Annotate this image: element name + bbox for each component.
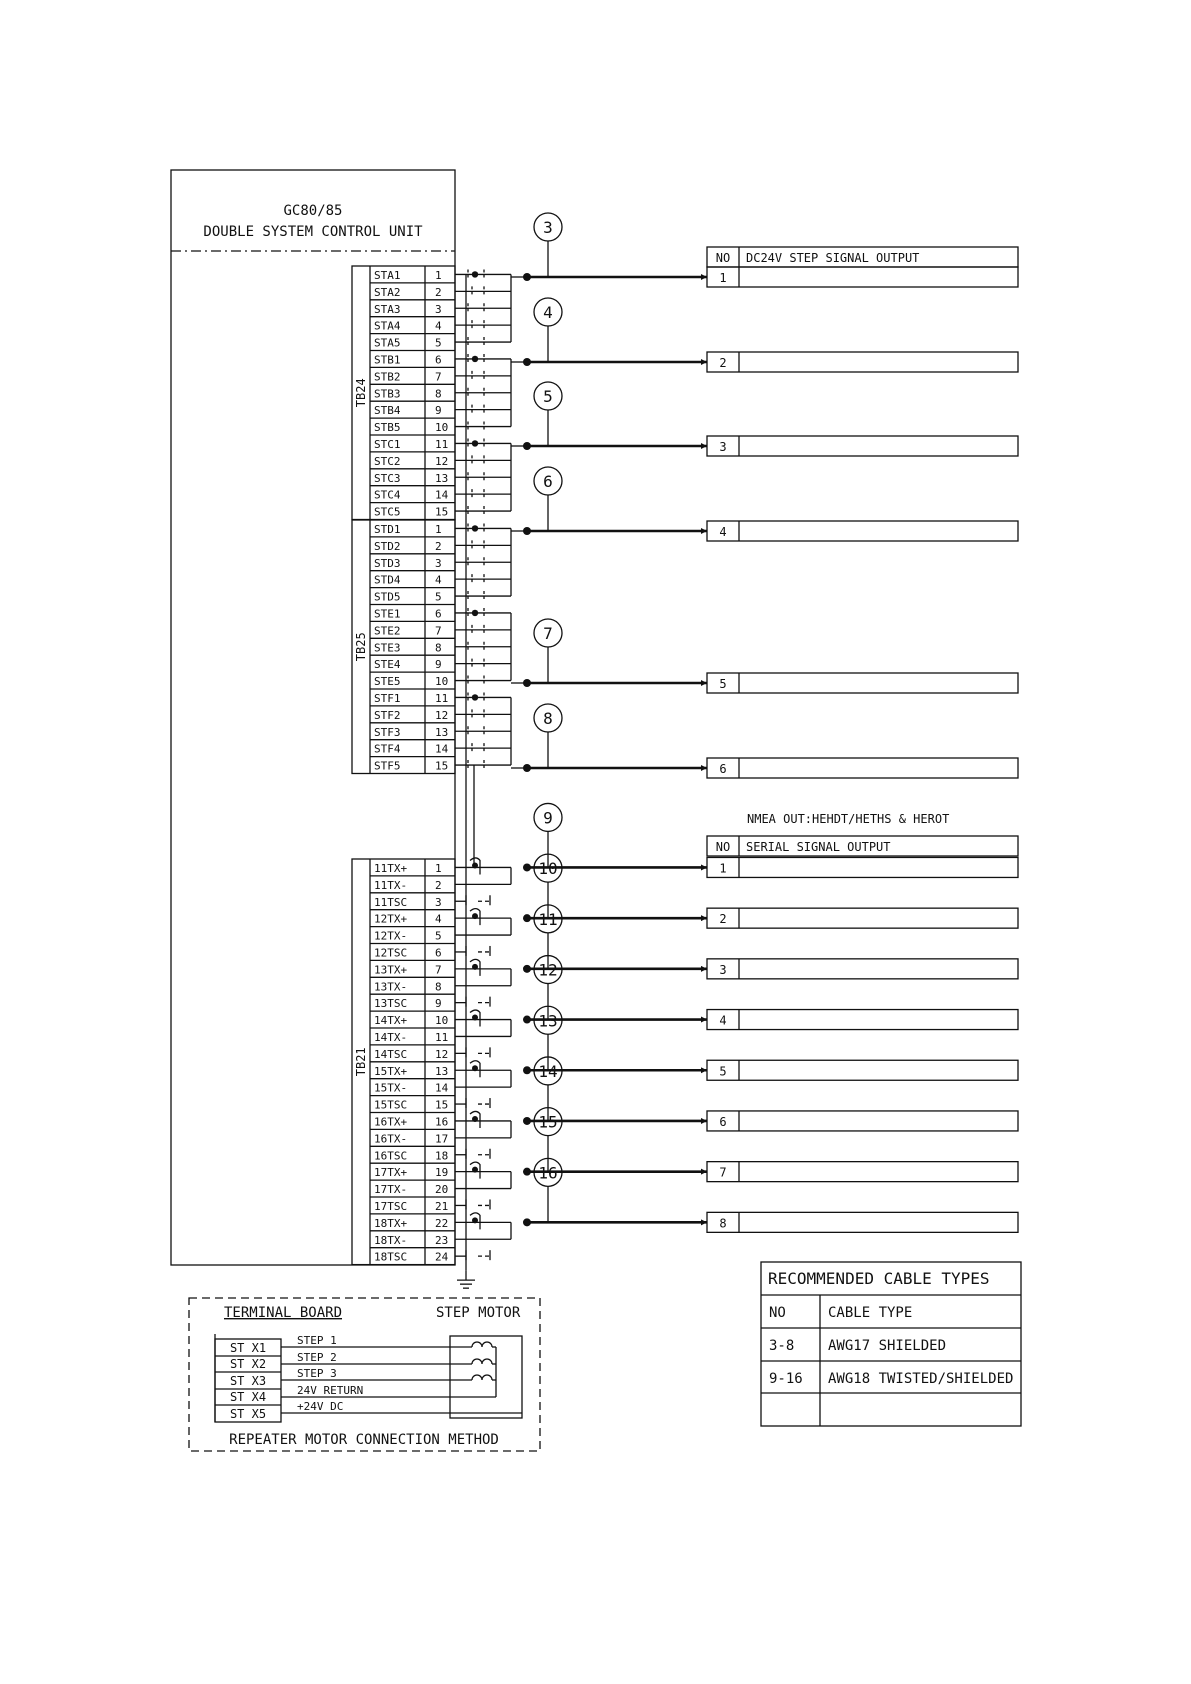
terminal-pin-number: 7 (435, 963, 442, 977)
terminal-pin-number: 2 (435, 539, 442, 553)
terminal-pin-number: 17 (435, 1132, 449, 1146)
serial-output-caption: NMEA OUT:HEHDT/HETHS & HEROT (747, 812, 950, 826)
terminal-signal-label: STD3 (374, 556, 401, 570)
serial-wire-group (455, 959, 511, 1006)
cable-table-row-type: AWG17 SHIELDED (828, 1338, 947, 1354)
terminal-signal-label: STF3 (374, 725, 401, 739)
shield-junction-dot (472, 610, 478, 616)
shield-junction-dot (472, 271, 478, 277)
cable-table-row-no: 9-16 (769, 1371, 803, 1387)
terminal-signal-label: 15TX- (374, 1081, 408, 1095)
motor-wire-label: +24V DC (297, 1400, 344, 1413)
cable-marker-number: 14 (538, 1061, 558, 1081)
terminal-signal-label: STC4 (374, 488, 401, 502)
output-blocks (523, 213, 1018, 1232)
terminal-pin-number: 5 (435, 590, 442, 604)
terminal-signal-label: STB3 (374, 387, 401, 401)
terminal-pin-number: 4 (435, 319, 442, 333)
shield-junction-dot (472, 440, 478, 446)
junction-dot (523, 1218, 531, 1226)
terminal-pin-number: 7 (435, 624, 442, 638)
terminal-signal-label: STD2 (374, 539, 401, 553)
cable-marker-number: 7 (543, 624, 553, 643)
unit-model: GC80/85 (283, 203, 343, 219)
terminal-signal-label: STC3 (374, 471, 401, 485)
terminal-board-tb25 (352, 520, 455, 774)
terminal-signal-label: STF4 (374, 742, 401, 756)
terminal-pin-number: 10 (435, 1014, 449, 1028)
cable-marker-number: 4 (543, 303, 553, 322)
unit-name: DOUBLE SYSTEM CONTROL UNIT (203, 224, 423, 240)
terminal-pin-number: 12 (435, 454, 449, 468)
serial-output-title: SERIAL SIGNAL OUTPUT (746, 840, 891, 854)
terminal-signal-label: STE5 (374, 675, 401, 689)
terminal-signal-label: 11TX- (374, 878, 408, 892)
step-output-title: DC24V STEP SIGNAL OUTPUT (746, 251, 920, 265)
terminal-signal-label: STA4 (374, 319, 401, 333)
junction-dot (523, 358, 531, 366)
terminal-signal-label: STD5 (374, 590, 401, 604)
junction-dot (523, 764, 531, 772)
terminal-signal-label: STC1 (374, 438, 401, 451)
serial-output-row (523, 905, 1018, 979)
terminal-signal-label: STE3 (374, 641, 401, 655)
terminal-signal-label: 17TX- (374, 1183, 408, 1197)
output-row-number: 6 (719, 1114, 727, 1129)
terminal-pin-number: 24 (435, 1250, 449, 1264)
terminal-signal-label: 11TSC (374, 895, 408, 909)
output-row-number: 2 (719, 912, 727, 927)
serial-wire-group (455, 1162, 511, 1209)
terminal-signal-label: STB4 (374, 404, 401, 418)
motor-terminal-label: ST X4 (229, 1390, 267, 1404)
terminal-pin-number: 15 (435, 759, 449, 773)
shield-junction-dot (472, 913, 478, 919)
terminal-pin-number: 4 (435, 573, 442, 587)
step-output-row (523, 619, 1018, 693)
terminal-pin-number: 6 (435, 946, 442, 960)
terminal-board-tb21 (352, 859, 455, 1265)
terminal-pin-number: 12 (435, 1047, 449, 1061)
motor-wire-label: STEP 3 (297, 1367, 337, 1380)
junction-dot (523, 1066, 531, 1074)
junction-dot (523, 863, 531, 871)
terminal-pin-number: 19 (435, 1166, 449, 1180)
terminal-signal-label: 13TX- (374, 980, 408, 994)
wiring (455, 269, 527, 1288)
output-row-number: 3 (719, 440, 727, 454)
junction-dot (523, 914, 531, 922)
serial-output-row (523, 956, 1018, 1030)
terminal-pin-number: 20 (435, 1183, 449, 1197)
cable-marker-number: 10 (538, 859, 558, 879)
terminal-pin-number: 11 (435, 1031, 449, 1044)
terminal-signal-label: STD4 (374, 573, 401, 587)
shield-junction-dot (472, 1217, 478, 1223)
terminal-signal-label: 16TX- (374, 1132, 408, 1146)
terminal-pin-number: 16 (435, 1115, 449, 1129)
terminal-pin-number: 15 (435, 1098, 449, 1112)
motor-terminal-label: ST X2 (229, 1357, 267, 1371)
terminal-pin-number: 2 (435, 285, 442, 299)
step-output-row (523, 213, 1018, 287)
shield-junction-dot (472, 1065, 478, 1071)
motor-connection-caption: REPEATER MOTOR CONNECTION METHOD (229, 1432, 499, 1448)
junction-dot (523, 442, 531, 450)
terminal-pin-number: 5 (435, 929, 442, 943)
terminal-pin-number: 3 (435, 895, 442, 909)
terminal-pin-number: 10 (435, 421, 449, 435)
output-row-number: 4 (719, 1013, 727, 1028)
cable-marker-number: 12 (538, 960, 558, 980)
output-row-number: 8 (719, 1216, 727, 1231)
terminal-pin-number: 3 (435, 302, 442, 316)
terminal-pin-number: 11 (435, 438, 449, 451)
board-label: TB25 (354, 632, 368, 662)
motor-terminal-label: ST X5 (229, 1407, 267, 1421)
terminal-pin-number: 9 (435, 404, 442, 418)
terminal-signal-label: STA1 (374, 269, 401, 282)
terminal-pin-number: 3 (435, 556, 442, 570)
terminal-signal-label: 12TX- (374, 929, 408, 943)
terminal-signal-label: 14TX- (374, 1031, 408, 1044)
shield-junction-dot (472, 964, 478, 970)
terminal-pin-number: 4 (435, 912, 442, 926)
repeater-motor-connection (189, 1298, 540, 1451)
terminal-pin-number: 6 (435, 607, 442, 621)
terminal-signal-label: 18TX+ (374, 1216, 408, 1230)
terminal-signal-label: 12TSC (374, 946, 408, 960)
terminal-signal-label: 15TX+ (374, 1064, 408, 1078)
cable-table-header-type: CABLE TYPE (828, 1305, 913, 1321)
terminal-signal-label: STB5 (374, 421, 401, 435)
shield-junction-dot (472, 1015, 478, 1021)
terminal-signal-label: 13TX+ (374, 963, 408, 977)
terminal-pin-number: 23 (435, 1233, 449, 1247)
cable-marker-number: 16 (538, 1163, 558, 1183)
output-row-number: 1 (719, 271, 727, 285)
terminal-pin-number: 11 (435, 692, 449, 705)
terminal-signal-label: 15TSC (374, 1098, 408, 1112)
cable-marker-number: 8 (543, 709, 553, 728)
terminal-pin-number: 14 (435, 1081, 449, 1095)
motor-terminal-label: ST X3 (229, 1374, 267, 1388)
cable-table-title: RECOMMENDED CABLE TYPES (768, 1269, 990, 1288)
terminal-signal-label: STB1 (374, 353, 401, 367)
terminal-signal-label: 18TX- (374, 1233, 408, 1247)
terminal-pin-number: 1 (435, 269, 442, 282)
shield-junction-dot (472, 1167, 478, 1173)
terminal-pin-number: 18 (435, 1149, 449, 1163)
serial-output-row (523, 1006, 1018, 1080)
serial-wire-group (455, 1111, 511, 1158)
serial-output-row (523, 1057, 1018, 1131)
terminal-pin-number: 10 (435, 675, 449, 689)
serial-output-no-header: NO (715, 840, 731, 854)
terminal-pin-number: 13 (435, 725, 449, 739)
motor-coil-icon (450, 1342, 496, 1397)
serial-wire-group (455, 1061, 511, 1108)
cable-marker-number: 6 (543, 472, 553, 491)
junction-dot (523, 965, 531, 973)
serial-output-row (523, 1108, 1018, 1182)
output-row-number: 5 (719, 677, 727, 691)
terminal-pin-number: 15 (435, 505, 449, 519)
step-output-row (523, 382, 1018, 456)
terminal-pin-number: 13 (435, 1064, 449, 1078)
motor-wire-label: STEP 2 (297, 1351, 337, 1364)
step-output-row (523, 704, 1018, 778)
terminal-board-tb24 (352, 266, 455, 520)
junction-dot (523, 1117, 531, 1125)
terminal-signal-label: 18TSC (374, 1250, 408, 1264)
terminal-signal-label: 14TSC (374, 1047, 408, 1061)
terminal-signal-label: 17TX+ (374, 1166, 408, 1180)
terminal-signal-label: 12TX+ (374, 912, 408, 926)
terminal-signal-label: STA2 (374, 285, 401, 299)
terminal-pin-number: 12 (435, 708, 449, 722)
output-row-number: 5 (719, 1064, 727, 1079)
serial-wire-group (455, 858, 511, 905)
terminal-signal-label: 16TSC (374, 1149, 408, 1163)
terminal-pin-number: 9 (435, 997, 442, 1011)
cable-marker-number: 5 (543, 387, 553, 406)
shield-junction-dot (472, 1116, 478, 1122)
terminal-pin-number: 8 (435, 980, 442, 994)
cable-marker-number: 9 (543, 808, 553, 828)
ground-icon (457, 1270, 475, 1288)
terminal-pin-number: 22 (435, 1216, 449, 1230)
step-output-no-header: NO (715, 251, 731, 265)
terminal-signal-label: STC2 (374, 454, 401, 468)
terminal-signal-label: STC5 (374, 505, 401, 519)
terminal-signal-label: 16TX+ (374, 1115, 408, 1129)
junction-dot (523, 527, 531, 535)
shield-junction-dot (472, 862, 478, 868)
output-row-number: 7 (719, 1165, 727, 1180)
terminal-signal-label: STD1 (374, 523, 401, 536)
motor-terminal-label: ST X1 (229, 1341, 267, 1355)
serial-wire-group (455, 909, 511, 956)
cable-table-row-type: AWG18 TWISTED/SHIELDED (828, 1371, 1014, 1387)
junction-dot (523, 679, 531, 687)
terminal-signal-label: STE1 (374, 607, 401, 621)
shield-junction-dot (472, 694, 478, 700)
terminal-boards (352, 266, 455, 1265)
terminal-signal-label: STF5 (374, 759, 401, 773)
terminal-board-label: TERMINAL BOARD (224, 1305, 343, 1321)
terminal-pin-number: 8 (435, 387, 442, 401)
motor-wire-label: STEP 1 (297, 1334, 337, 1347)
cable-types-table (761, 1262, 1021, 1426)
terminal-pin-number: 6 (435, 353, 442, 367)
shield-junction-dot (472, 356, 478, 362)
terminal-signal-label: STF2 (374, 708, 401, 722)
terminal-signal-label: STB2 (374, 370, 401, 384)
terminal-signal-label: 11TX+ (374, 862, 408, 875)
step-output-row (523, 298, 1018, 372)
motor-wire-label: 24V RETURN (297, 1384, 364, 1397)
terminal-signal-label: 17TSC (374, 1200, 408, 1213)
terminal-pin-number: 1 (435, 523, 442, 536)
junction-dot (523, 273, 531, 281)
step-motor-label: STEP MOTOR (436, 1305, 521, 1321)
terminal-pin-number: 14 (435, 488, 449, 502)
cable-marker-number: 11 (538, 909, 558, 929)
board-label: TB21 (354, 1047, 368, 1077)
shield-junction-dot (472, 525, 478, 531)
serial-output-rows (523, 803, 1018, 1232)
serial-wire-group (455, 1010, 511, 1057)
serial-output-row (523, 1158, 1018, 1232)
cable-marker-number: 15 (538, 1112, 558, 1132)
serial-output-table (707, 812, 1018, 856)
junction-dot (523, 1168, 531, 1176)
terminal-pin-number: 1 (435, 862, 442, 875)
terminal-pin-number: 14 (435, 742, 449, 756)
output-row-number: 3 (719, 962, 727, 977)
board-label: TB24 (354, 378, 368, 408)
terminal-signal-label: STF1 (374, 692, 401, 705)
terminal-pin-number: 2 (435, 878, 442, 892)
cable-marker-number: 3 (543, 218, 553, 237)
terminal-signal-label: 14TX+ (374, 1014, 408, 1028)
terminal-signal-label: STE4 (374, 658, 401, 672)
output-row-number: 1 (719, 861, 727, 876)
terminal-pin-number: 8 (435, 641, 442, 655)
serial-output-row (523, 854, 1018, 928)
step-output-rows (523, 213, 1018, 778)
terminal-pin-number: 13 (435, 471, 449, 485)
terminal-signal-label: STE2 (374, 624, 401, 638)
cable-table-header-no: NO (769, 1305, 786, 1321)
cable-table-row-no: 3-8 (769, 1338, 795, 1354)
terminal-pin-number: 9 (435, 658, 442, 672)
output-row-number: 4 (719, 525, 727, 539)
junction-dot (523, 1016, 531, 1024)
step-output-row (523, 467, 1018, 541)
terminal-pin-number: 7 (435, 370, 442, 384)
terminal-signal-label: 13TSC (374, 997, 408, 1011)
terminal-signal-label: STA5 (374, 336, 401, 350)
output-row-number: 2 (719, 356, 727, 370)
step-output-table (707, 247, 1018, 267)
terminal-pin-number: 21 (435, 1200, 449, 1213)
terminal-pin-number: 5 (435, 336, 442, 350)
terminal-signal-label: STA3 (374, 302, 401, 316)
cable-marker-number: 13 (538, 1011, 558, 1031)
serial-wire-group (455, 1213, 511, 1260)
output-row-number: 6 (719, 762, 727, 776)
